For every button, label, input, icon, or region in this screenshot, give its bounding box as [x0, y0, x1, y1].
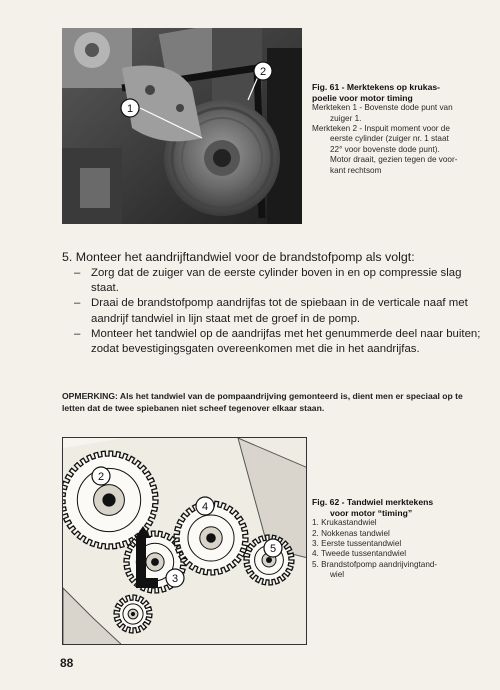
bullet-item: [74, 327, 484, 357]
caption-line: kant rechtsom: [330, 165, 382, 175]
figure-62-title-line-2: voor motor “timing”: [330, 507, 413, 518]
dash-icon: –: [74, 327, 81, 340]
callout-4: [196, 497, 214, 515]
callout-3: [166, 569, 184, 587]
legend-item: 3. Eerste tussentandwiel: [312, 539, 402, 548]
figure-62-caption: [312, 497, 482, 581]
callout-2: [92, 467, 110, 485]
callout-1: [121, 99, 139, 117]
legend-item: 5. Brandstofpomp aandrijvingtand-: [312, 559, 438, 569]
bullet-item: [74, 296, 484, 326]
caption-line: Motor draait, gezien tegen de voor-: [330, 155, 458, 165]
crankshaft-pulley-photo: [62, 28, 302, 224]
svg-text:3: 3: [171, 573, 179, 585]
caption-line: Merkteken 1 - Bovenste dode punt van: [312, 103, 453, 113]
figure-62-title-line-1: Fig. 62 - Tandwiel merktekens: [312, 497, 434, 507]
caption-line: zuiger 1.: [330, 113, 362, 123]
step-5-heading: 5. Monteer het aandrijftandwiel voor de brandstofpomp als volgt:: [62, 250, 415, 264]
figure-61-title: [312, 82, 492, 103]
page-number: 88: [60, 656, 74, 670]
note-paragraph: OPMERKING: Als het tandwiel van de pompaandrijving gemonteerd is, dient men er speciaal op te letten dat de twee spiebanen niet scheef tegenover elkaar staan.: [62, 391, 463, 413]
legend-item: 4. Tweede tussentandwiel: [312, 549, 407, 559]
legend-item: wiel: [330, 570, 345, 580]
bullet-text: Zorg dat de zuiger van de eerste cylinder boven in en op compressie slag staat.: [91, 267, 462, 295]
svg-text:4: 4: [201, 501, 209, 513]
svg-text:2: 2: [259, 66, 267, 78]
caption-line: 22° voor bovenste dode punt).: [330, 144, 440, 154]
figure-62-title: [312, 497, 482, 518]
svg-text:5: 5: [269, 543, 277, 555]
figure-61-title-line-1: Fig. 61 - Merktekens op krukas-: [312, 82, 440, 92]
bullet-text: Monteer het tandwiel op de aandrijfas met het genummerde deel naar buiten; zodat bevestigingsgaten overeenkomen met die in het aandrijfas.: [91, 327, 481, 356]
legend-item: 1. Krukastandwiel: [312, 518, 377, 528]
caption-line: eerste cylinder (zuiger nr. 1 staat: [330, 134, 449, 144]
crankshaft-gear: [114, 595, 152, 633]
svg-text:2: 2: [97, 471, 105, 483]
dash-icon: –: [74, 267, 81, 279]
figure-61-title-line-2: poelie voor motor timing: [312, 92, 413, 103]
bullet-text: Draai de brandstofpomp aandrijfas tot de spiebaan in de verticale naaf met aandrijf tandwiel in lijn staat met de groef in de pomp.: [91, 297, 468, 325]
caption-line: Merkteken 2 - Inspuit moment voor de: [312, 124, 450, 133]
svg-text:1: 1: [126, 103, 134, 115]
bullet-item: [74, 266, 484, 296]
legend-item: 2. Nokkenas tandwiel: [312, 528, 390, 538]
callout-5: [264, 539, 282, 557]
callout-2: [254, 62, 272, 80]
figure-61-caption: [312, 82, 492, 176]
timing-gears-diagram: [62, 437, 307, 645]
dash-icon: –: [74, 297, 81, 310]
step-5-bullets: [74, 266, 484, 357]
